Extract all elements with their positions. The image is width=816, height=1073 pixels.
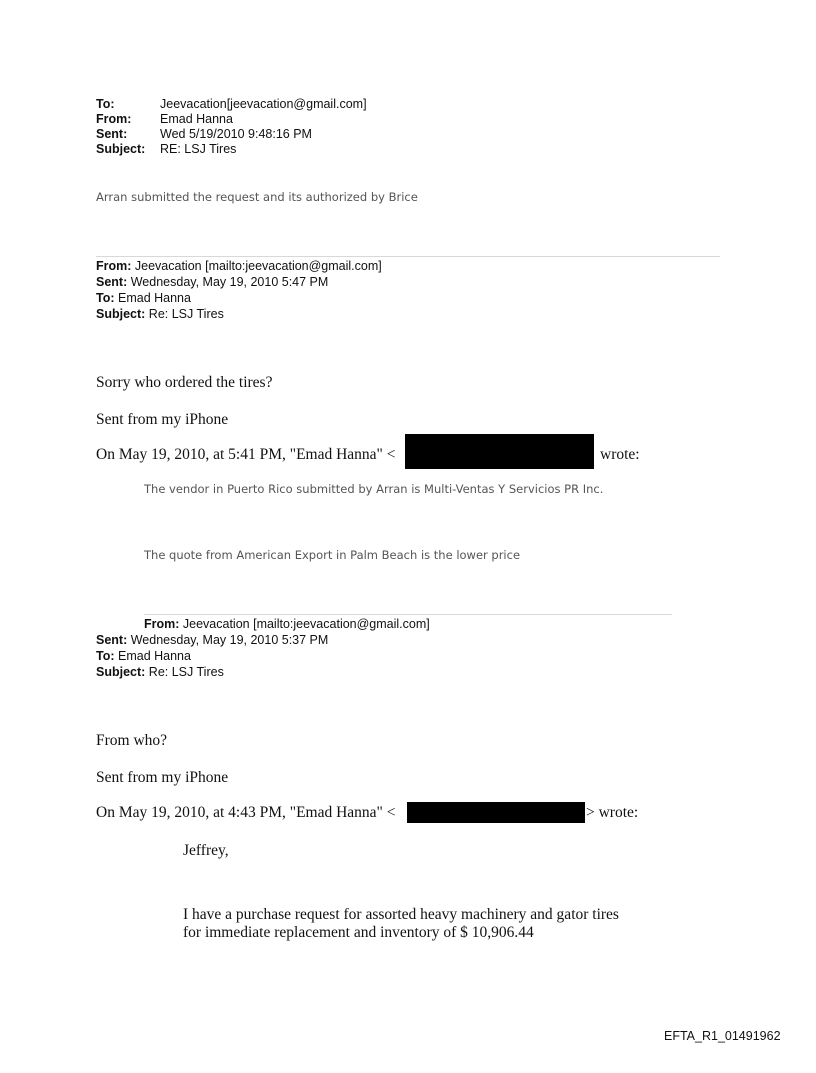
quoted1-to-label: To:	[96, 291, 115, 305]
quoted1-subject-row	[96, 307, 224, 322]
quoted2-signature: Sent from my iPhone	[96, 769, 229, 786]
quoted2-sent-label: Sent:	[96, 633, 128, 647]
quoted1-sent-label: Sent:	[96, 275, 128, 289]
header-sent-label: Sent:	[96, 127, 128, 141]
quoted2-attribution-start: On May 19, 2010, at 4:43 PM, "Emad Hanna" <	[96, 804, 396, 821]
original-greeting: Jeffrey,	[183, 842, 229, 859]
quoted2-sent-row	[96, 633, 328, 648]
quoted2-attribution-end: > wrote:	[586, 804, 639, 821]
quoted2-to-label: To:	[96, 649, 115, 663]
quoted1-from-value: Jeevacation [mailto:jeevacation@gmail.com]	[134, 259, 382, 273]
quoted2-to-value: Emad Hanna	[118, 649, 191, 663]
redaction-box	[405, 434, 594, 469]
quoted1-to-row	[96, 291, 191, 306]
redaction-box	[407, 802, 585, 823]
original-line-2: for immediate replacement and inventory of $ 10,906.44	[183, 924, 534, 941]
header-from-value: Emad Hanna	[160, 112, 233, 126]
quoted2-sent-value: Wednesday, May 19, 2010 5:37 PM	[130, 633, 329, 647]
quoted2-subject-row	[96, 665, 224, 680]
quoted1-from-row	[96, 259, 382, 274]
reply2-line-1: The vendor in Puerto Rico submitted by Arran is Multi-Ventas Y Servicios PR Inc.	[144, 482, 604, 496]
quoted2-subject-value: Re: LSJ Tires	[148, 665, 224, 679]
header-subject-value: RE: LSJ Tires	[160, 142, 237, 156]
quoted1-sent-row	[96, 275, 328, 290]
quoted1-attribution-start: On May 19, 2010, at 5:41 PM, "Emad Hanna" <	[96, 446, 396, 463]
header-sent-value: Wed 5/19/2010 9:48:16 PM	[160, 127, 312, 141]
divider-line	[96, 256, 720, 257]
header-to-label: To:	[96, 97, 115, 111]
quoted2-from-row	[144, 617, 430, 632]
header-from-label: From:	[96, 112, 132, 126]
reply2-line-2: The quote from American Export in Palm Beach is the lower price	[144, 548, 521, 562]
divider-line	[144, 614, 672, 615]
quoted1-signature: Sent from my iPhone	[96, 411, 229, 428]
quoted1-attribution-end: wrote:	[600, 446, 640, 463]
header-to-value: Jeevacation[jeevacation@gmail.com]	[160, 97, 367, 111]
header-subject-label: Subject:	[96, 142, 146, 156]
quoted1-body: Sorry who ordered the tires?	[96, 374, 273, 391]
quoted1-subject-label: Subject:	[96, 307, 146, 321]
quoted1-from-label: From:	[96, 259, 132, 273]
quoted1-to-value: Emad Hanna	[118, 291, 191, 305]
quoted1-subject-value: Re: LSJ Tires	[148, 307, 224, 321]
quoted2-to-row	[96, 649, 191, 664]
quoted2-from-value: Jeevacation [mailto:jeevacation@gmail.com]	[182, 617, 430, 631]
document-id: EFTA_R1_01491962	[664, 1029, 781, 1043]
quoted2-from-label: From:	[144, 617, 180, 631]
original-line-1: I have a purchase request for assorted heavy machinery and gator tires	[183, 906, 619, 923]
quoted2-subject-label: Subject:	[96, 665, 146, 679]
reply-text-1: Arran submitted the request and its authorized by Brice	[96, 190, 418, 204]
quoted1-sent-value: Wednesday, May 19, 2010 5:47 PM	[130, 275, 329, 289]
quoted2-body: From who?	[96, 732, 168, 749]
